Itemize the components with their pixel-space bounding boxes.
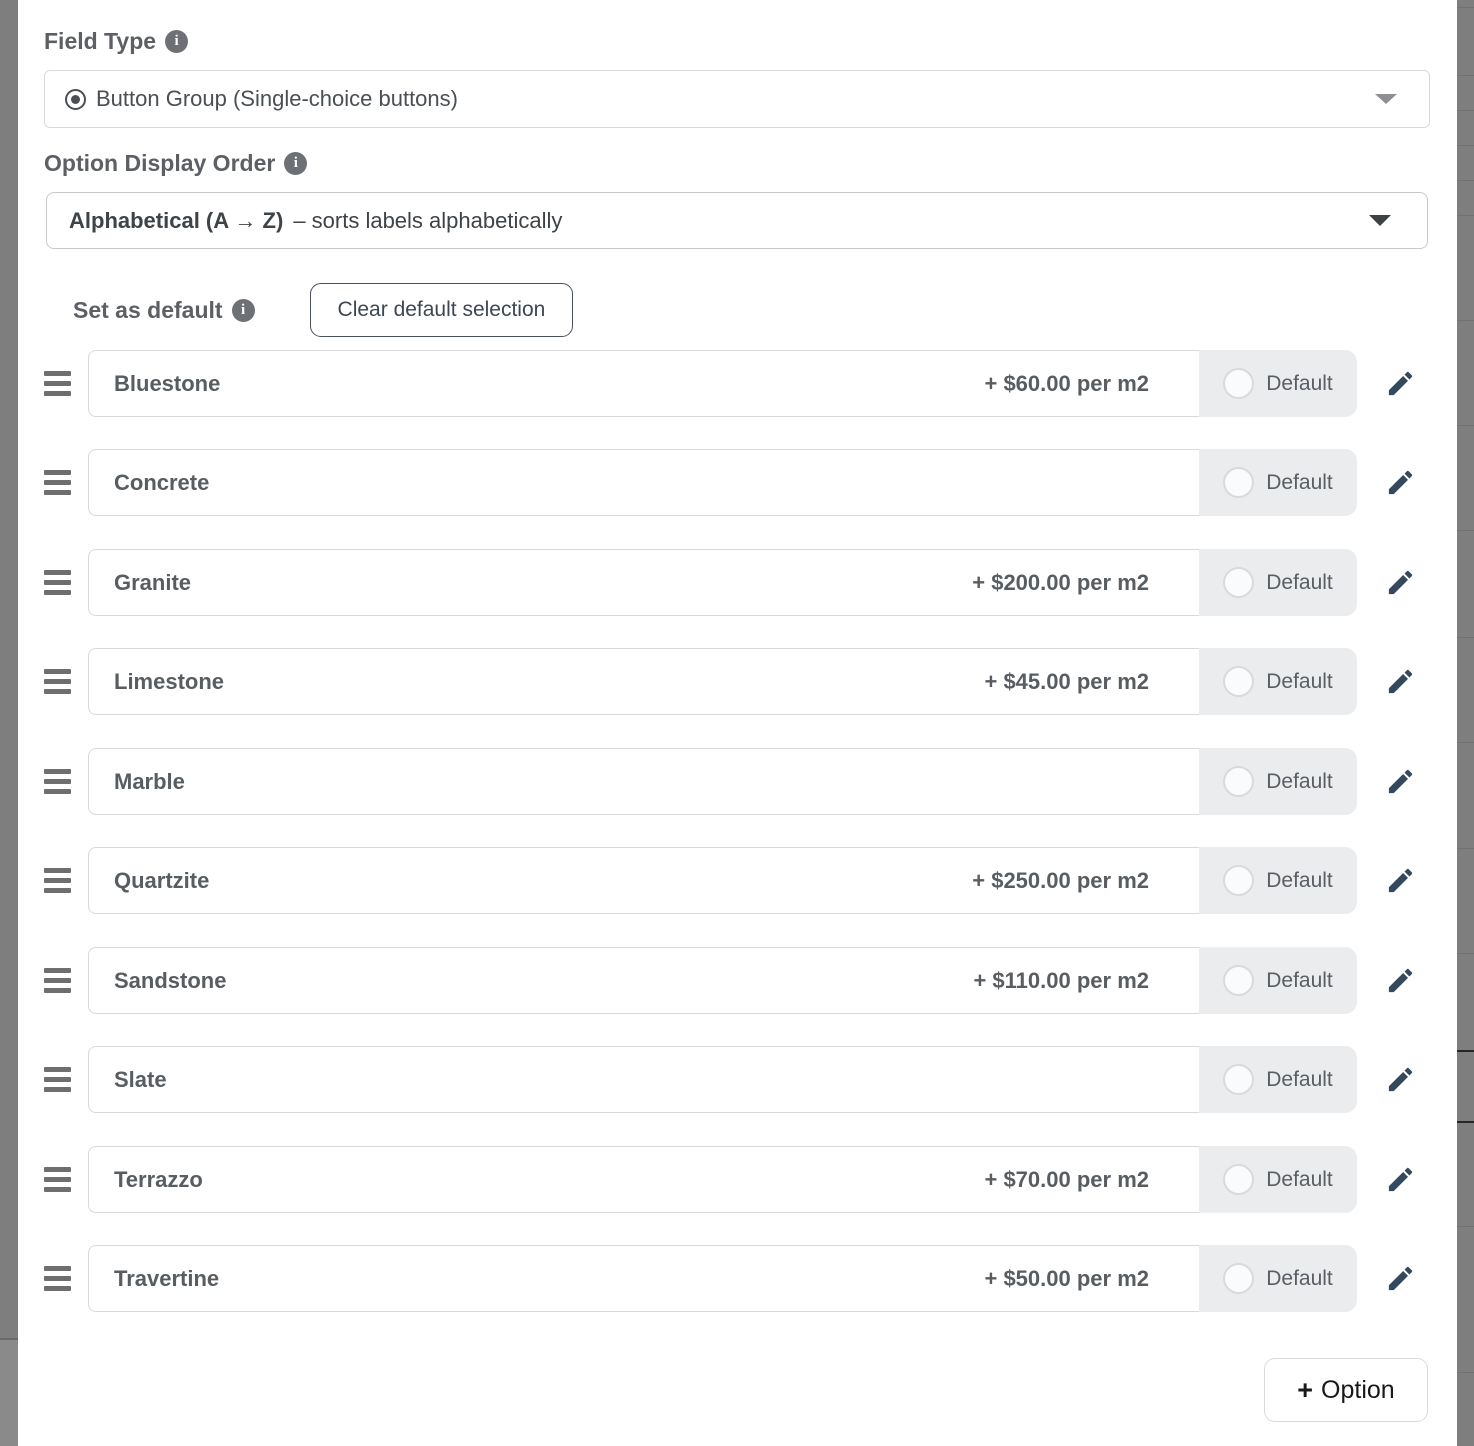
option-display-order-heading	[44, 150, 307, 177]
clear-default-selection-button[interactable]: Clear default selection	[310, 283, 574, 337]
drag-handle-icon[interactable]	[44, 371, 71, 396]
option-price: + $45.00 per m2	[984, 668, 1149, 694]
option-box[interactable]	[88, 847, 1199, 914]
background-overlay-left	[0, 0, 18, 1446]
add-option-label: Option	[1321, 1375, 1395, 1404]
plus-icon: +	[1297, 1374, 1314, 1405]
field-type-select[interactable]	[44, 70, 1430, 128]
option-label: Marble	[114, 768, 185, 794]
option-row	[44, 350, 1436, 417]
edit-pencil-icon[interactable]	[1385, 865, 1416, 896]
option-box[interactable]	[88, 947, 1199, 1014]
drag-handle-icon[interactable]	[44, 769, 71, 794]
option-row	[44, 449, 1436, 516]
option-group	[88, 1146, 1357, 1213]
drag-handle-icon[interactable]	[44, 669, 71, 694]
default-radio-label: Default	[1266, 371, 1333, 395]
option-box[interactable]	[88, 1245, 1199, 1312]
edit-pencil-icon[interactable]	[1385, 1064, 1416, 1095]
default-radio-label: Default	[1266, 769, 1333, 793]
field-type-heading	[44, 28, 188, 55]
background-overlay-right	[1457, 0, 1474, 1446]
default-radio-label: Default	[1266, 968, 1333, 992]
edit-pencil-icon[interactable]	[1385, 666, 1416, 697]
info-icon[interactable]: i	[284, 152, 307, 175]
option-row	[44, 748, 1436, 815]
info-icon[interactable]: i	[232, 299, 255, 322]
edit-pencil-icon[interactable]	[1385, 1164, 1416, 1195]
default-radio[interactable]	[1223, 666, 1254, 697]
display-order-value-rest: – sorts labels alphabetically	[293, 207, 563, 233]
option-label: Slate	[114, 1066, 167, 1092]
option-row	[44, 1046, 1436, 1113]
option-box[interactable]	[88, 1146, 1199, 1213]
option-label: Bluestone	[114, 370, 221, 396]
edit-pencil-icon[interactable]	[1385, 567, 1416, 598]
option-price: + $60.00 per m2	[984, 370, 1149, 396]
option-label: Limestone	[114, 668, 225, 694]
option-group	[88, 1245, 1357, 1312]
default-radio-group[interactable]	[1199, 549, 1357, 616]
set-as-default-label: Set as default	[73, 296, 223, 323]
caret-down-icon	[1369, 215, 1391, 226]
dot-circle-icon	[65, 89, 86, 110]
default-radio-label: Default	[1266, 868, 1333, 892]
option-box[interactable]	[88, 748, 1199, 815]
default-radio-label: Default	[1266, 1167, 1333, 1191]
option-group	[88, 648, 1357, 715]
drag-handle-icon[interactable]	[44, 570, 71, 595]
option-group	[88, 947, 1357, 1014]
default-radio[interactable]	[1223, 865, 1254, 896]
drag-handle-icon[interactable]	[44, 968, 71, 993]
option-box[interactable]	[88, 549, 1199, 616]
option-price: + $250.00 per m2	[972, 867, 1149, 893]
default-radio[interactable]	[1223, 1064, 1254, 1095]
option-box[interactable]	[88, 648, 1199, 715]
option-label: Travertine	[114, 1265, 220, 1291]
option-row	[44, 549, 1436, 616]
default-radio-group[interactable]	[1199, 648, 1357, 715]
info-icon[interactable]: i	[165, 30, 188, 53]
option-group	[88, 449, 1357, 516]
set-as-default-row	[73, 283, 573, 337]
edit-pencil-icon[interactable]	[1385, 965, 1416, 996]
option-row	[44, 1245, 1436, 1312]
option-box[interactable]	[88, 350, 1199, 417]
option-price: + $110.00 per m2	[973, 967, 1149, 993]
default-radio[interactable]	[1223, 965, 1254, 996]
display-order-value-bold: Alphabetical (A → Z)	[69, 207, 284, 233]
default-radio-label: Default	[1266, 570, 1333, 594]
option-label: Terrazzo	[114, 1166, 203, 1192]
edit-pencil-icon[interactable]	[1385, 368, 1416, 399]
default-radio-label: Default	[1266, 669, 1333, 693]
default-radio-label: Default	[1266, 470, 1333, 494]
option-group	[88, 549, 1357, 616]
drag-handle-icon[interactable]	[44, 868, 71, 893]
set-as-default-heading	[73, 297, 255, 324]
option-label: Sandstone	[114, 967, 227, 993]
drag-handle-icon[interactable]	[44, 1266, 71, 1291]
option-price: + $70.00 per m2	[984, 1166, 1149, 1192]
drag-handle-icon[interactable]	[44, 1067, 71, 1092]
default-radio[interactable]	[1223, 567, 1254, 598]
default-radio-group[interactable]	[1199, 350, 1357, 417]
option-row	[44, 1146, 1436, 1213]
default-radio-group[interactable]	[1199, 1146, 1357, 1213]
default-radio[interactable]	[1223, 766, 1254, 797]
field-type-selected-value: Button Group (Single-choice buttons)	[96, 86, 458, 111]
add-option-button[interactable]	[1264, 1358, 1428, 1422]
option-row	[44, 947, 1436, 1014]
edit-pencil-icon[interactable]	[1385, 1263, 1416, 1294]
option-box[interactable]	[88, 1046, 1199, 1113]
option-display-order-label: Option Display Order	[44, 150, 276, 176]
caret-down-icon	[1375, 94, 1397, 104]
default-radio-group[interactable]	[1199, 449, 1357, 516]
edit-pencil-icon[interactable]	[1385, 766, 1416, 797]
default-radio-group[interactable]	[1199, 847, 1357, 914]
option-row	[44, 648, 1436, 715]
default-radio-label: Default	[1266, 1266, 1333, 1290]
option-group	[88, 1046, 1357, 1113]
option-group	[88, 847, 1357, 914]
option-label: Concrete	[114, 469, 210, 495]
option-label: Granite	[114, 569, 192, 595]
option-row	[44, 847, 1436, 914]
edit-pencil-icon[interactable]	[1385, 467, 1416, 498]
option-display-order-select[interactable]	[46, 192, 1428, 249]
option-label: Quartzite	[114, 867, 210, 893]
default-radio-label: Default	[1266, 1067, 1333, 1091]
default-radio[interactable]	[1223, 467, 1254, 498]
option-group	[88, 748, 1357, 815]
default-radio[interactable]	[1223, 368, 1254, 399]
drag-handle-icon[interactable]	[44, 470, 71, 495]
option-price: + $200.00 per m2	[972, 569, 1149, 595]
drag-handle-icon[interactable]	[44, 1167, 71, 1192]
default-radio-group[interactable]	[1199, 1046, 1357, 1113]
default-radio-group[interactable]	[1199, 748, 1357, 815]
default-radio-group[interactable]	[1199, 947, 1357, 1014]
field-type-label: Field Type	[44, 28, 157, 54]
option-box[interactable]	[88, 449, 1199, 516]
default-radio[interactable]	[1223, 1263, 1254, 1294]
default-radio[interactable]	[1223, 1164, 1254, 1195]
default-radio-group[interactable]	[1199, 1245, 1357, 1312]
option-price: + $50.00 per m2	[984, 1265, 1149, 1291]
option-group	[88, 350, 1357, 417]
